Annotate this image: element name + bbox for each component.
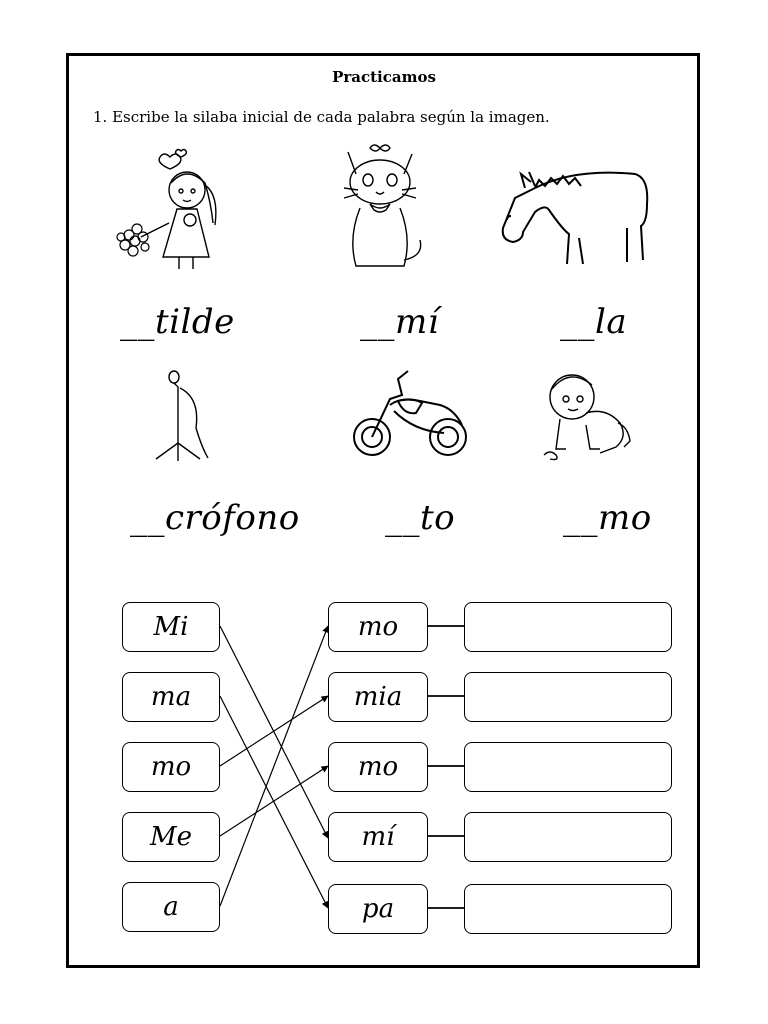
word-mo: __mo bbox=[563, 498, 652, 538]
page-title: Practicamos bbox=[332, 68, 436, 86]
word-crofono: __crófono bbox=[130, 498, 300, 538]
answer-box-4[interactable] bbox=[464, 812, 672, 862]
left-syllable-box: Me bbox=[122, 812, 220, 862]
right-syllable-box: mo bbox=[328, 602, 428, 652]
answer-box-5[interactable] bbox=[464, 884, 672, 934]
right-syllable-box: mí bbox=[328, 812, 428, 862]
word-mi: __mí bbox=[360, 302, 440, 342]
right-syllable-box: mo bbox=[328, 742, 428, 792]
left-syllable-box: mo bbox=[122, 742, 220, 792]
word-la: __la bbox=[560, 302, 628, 342]
right-syllable-box: pa bbox=[328, 884, 428, 934]
answer-box-1[interactable] bbox=[464, 602, 672, 652]
right-syllable-box: mia bbox=[328, 672, 428, 722]
answer-box-3[interactable] bbox=[464, 742, 672, 792]
word-tilde: __tilde bbox=[120, 302, 235, 342]
left-syllable-box: ma bbox=[122, 672, 220, 722]
answer-box-2[interactable] bbox=[464, 672, 672, 722]
word-to: __to bbox=[385, 498, 456, 538]
instruction-text: 1. Escribe la silaba inicial de cada palabra según la imagen. bbox=[93, 108, 550, 126]
left-syllable-box: a bbox=[122, 882, 220, 932]
left-syllable-box: Mi bbox=[122, 602, 220, 652]
